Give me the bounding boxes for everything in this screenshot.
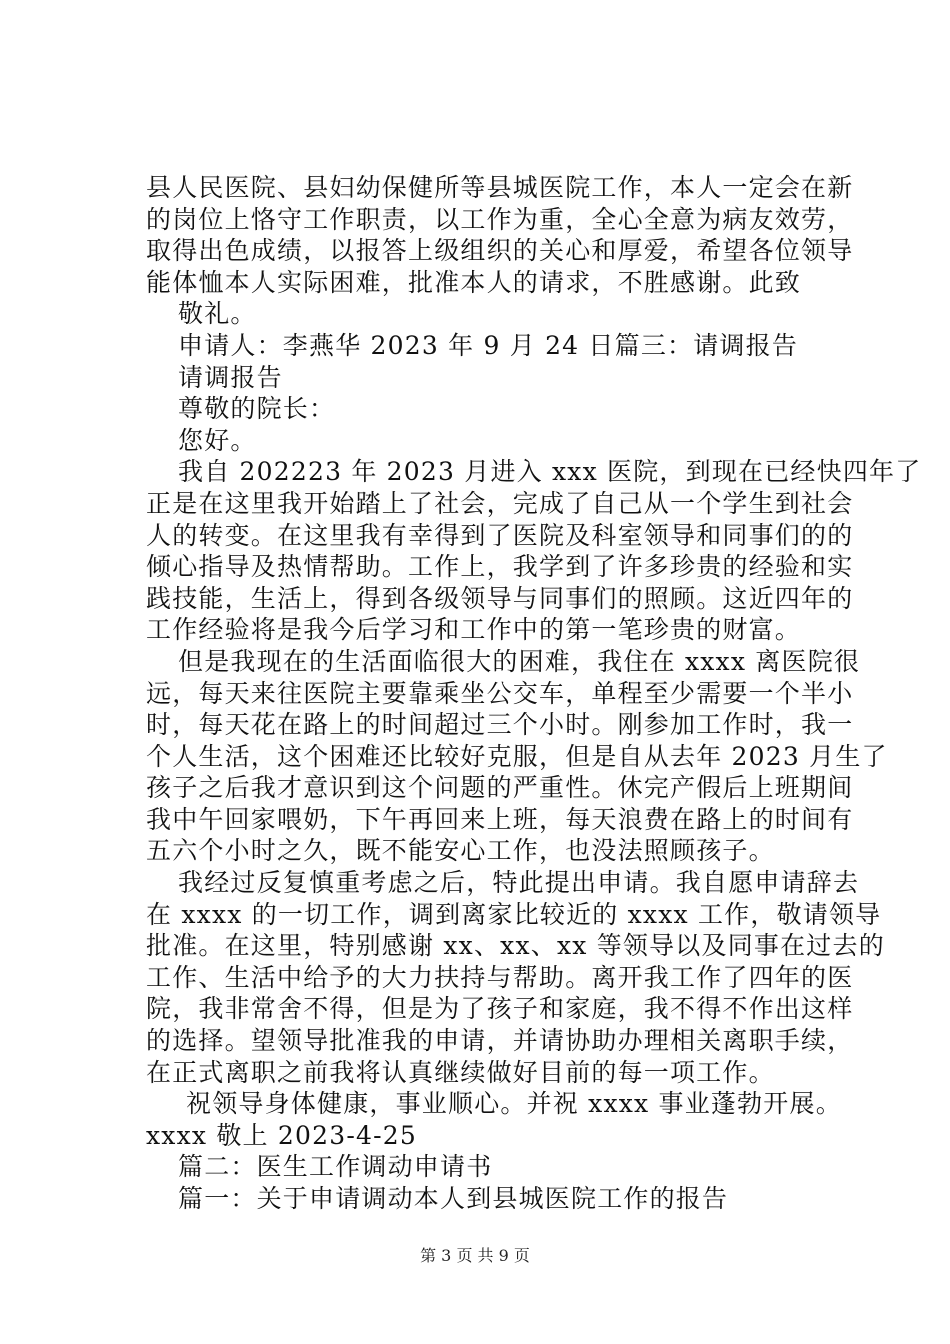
text-line: 在正式离职之前我将认真继续做好目前的每一项工作。 [146, 1057, 775, 1087]
text-line: 我中午回家喂奶，下午再回来上班，每天浪费在路上的时间有 [146, 804, 854, 834]
text-line: 孩子之后我才意识到这个问题的严重性。休完产假后上班期间 [146, 773, 854, 803]
text-line: 五六个小时之久，既不能安心工作，也没法照顾孩子。 [146, 836, 775, 866]
text-line: 人的转变。在这里我有幸得到了医院及科室领导和同事们的的 [146, 520, 854, 550]
text-line: 在 xxxx 的一切工作，调到离家比较近的 xxxx 工作，敬请领导 [146, 899, 882, 929]
text-line: 践技能，生活上，得到各级领导与同事们的照顾。这近四年的 [146, 583, 854, 613]
greeting-line: 您好。 [178, 425, 257, 455]
chapter-heading: 篇二：医生工作调动申请书 [178, 1152, 493, 1182]
text-line: 能体恤本人实际困难，批准本人的请求，不胜感谢。此致 [146, 267, 802, 297]
text-line: 远，每天来往医院主要靠乘坐公交车，单程至少需要一个半小 [146, 678, 854, 708]
text-line: 个人生活，这个困难还比较好克服，但是自从去年 2023 月生了 [146, 741, 888, 771]
text-line: 工作经验将是我今后学习和工作中的第一笔珍贵的财富。 [146, 615, 802, 645]
text-line: 倾心指导及热情帮助。工作上，我学到了许多珍贵的经验和实 [146, 552, 854, 582]
text-line: 工作、生活中给予的大力扶持与帮助。离开我工作了四年的医 [146, 962, 854, 992]
text-line: 院，我非常舍不得，但是为了孩子和家庭，我不得不作出这样 [146, 994, 854, 1024]
text-line: 取得出色成绩，以报答上级组织的关心和厚爱，希望各位领导 [146, 236, 854, 266]
paragraph-start: 但是我现在的生活面临很大的困难，我住在 xxxx 离医院很 [178, 646, 861, 676]
salutation-line: 敬礼。 [178, 299, 257, 329]
document-body [146, 172, 922, 1215]
greeting-line: 尊敬的院长： [178, 394, 336, 424]
text-line: 正是在这里我开始踏上了社会，完成了自己从一个学生到社会 [146, 488, 854, 518]
text-line: 时，每天花在路上的时间超过三个小时。刚参加工作时，我一 [146, 710, 854, 740]
paragraph-start: 我经过反复慎重考虑之后，特此提出申请。我自愿申请辞去 [178, 868, 860, 898]
chapter-heading: 篇一：关于申请调动本人到县城医院工作的报告 [178, 1184, 729, 1213]
text-line: 的选择。望领导批准我的申请，并请协助办理相关离职手续， [146, 1026, 854, 1056]
page-number-footer: 第 3 页 共 9 页 [420, 1246, 530, 1265]
signature-date-line: xxxx 敬上 2023-4-25 [146, 1120, 417, 1150]
signature-line: 申请人：李燕华 2023 年 9 月 24 日篇三：请调报告 [178, 330, 799, 360]
text-line: 县人民医院、县妇幼保健所等县城医院工作，本人一定会在新 [146, 173, 854, 202]
section-title: 请调报告 [178, 362, 283, 392]
text-line: 批准。在这里，特别感谢 xx、xx、xx 等领导以及同事在过去的 [146, 931, 885, 961]
text-line: 的岗位上恪守工作职责，以工作为重，全心全意为病友效劳， [146, 204, 854, 234]
paragraph-start: 我自 202223 年 2023 月进入 xxx 医院，到现在已经快四年了 [178, 457, 922, 487]
closing-wish-line: 祝领导身体健康，事业顺心。并祝 xxxx 事业蓬勃开展。 [186, 1089, 842, 1119]
